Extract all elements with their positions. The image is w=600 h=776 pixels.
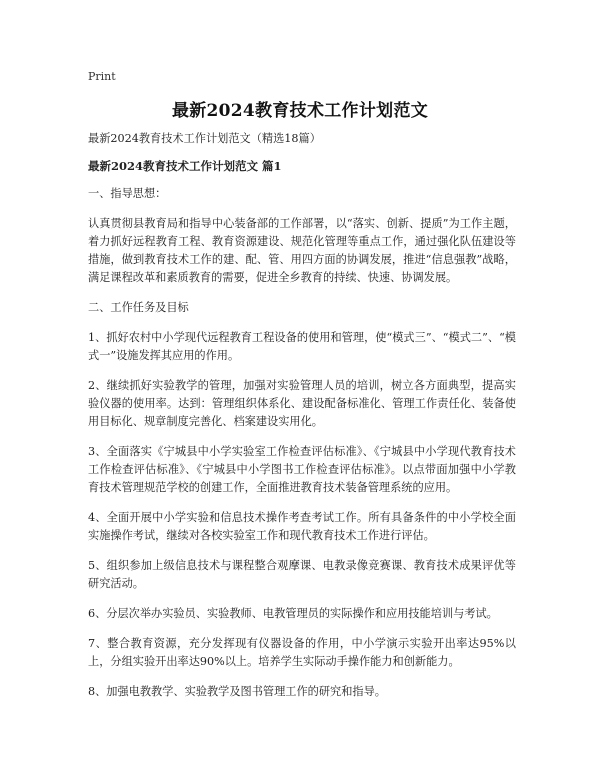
- paragraph-item-2: 2、继续抓好实验教学的管理，加强对实验管理人员的培训，树立各方面典型，提高实验仪器的使用率。达到：管理组织体系化、建设配备标准化、管理工作责任化、装备使用目标化、规章制度完善化、档案建设实用化。: [88, 379, 516, 428]
- document-subtitle: 最新2024教育技术工作计划范文（精选18篇）: [88, 132, 321, 145]
- paragraph-tasks-heading: 二、工作任务及目标: [88, 301, 189, 314]
- paragraph-item-8: 8、加强电教教学、实验教学及图书管理工作的研究和指导。: [88, 685, 386, 698]
- page-title: 最新2024教育技术工作计划范文: [171, 101, 429, 121]
- paragraph-item-1: 1、抓好农村中小学现代远程教育工程设备的使用和管理，使“模式三”、“模式二”、“模式一”设施发挥其应用的作用。: [88, 331, 516, 362]
- section-heading: 最新2024教育技术工作计划范文 篇1: [88, 159, 282, 173]
- print-label[interactable]: Print: [88, 70, 116, 83]
- paragraph-item-6: 6、分层次举办实验员、实验教师、电教管理员的实际操作和应用技能培训与考试。: [88, 607, 498, 620]
- paragraph-item-5: 5、组织参加上级信息技术与课程整合观摩课、电教录像竞赛课、教育技术成果评优等研究活动。: [88, 559, 516, 590]
- paragraph-item-7: 7、整合教育资源，充分发挥现有仪器设备的作用，中小学演示实验开出率达95%以上，分组实验开出率达90%以上。培养学生实际动手操作能力和创新能力。: [88, 637, 516, 668]
- paragraph-item-3: 3、全面落实《宁城县中小学实验室工作检查评估标准》、《宁城县中小学现代教育技术工作检查评估标准》、《宁城县中小学图书工作检查评估标准》。以点带面加强中小学教育技术管理规范学校的创建工作，全面推进教育技术装备管理系统的应用。: [88, 445, 516, 494]
- document-body: [88, 130, 516, 713]
- paragraph-guiding-thought-heading: 一、指导思想：: [88, 187, 167, 200]
- paragraph-guiding-thought-body: 认真贯彻县教育局和指导中心装备部的工作部署，以“落实、创新、提质”为工作主题，着力抓好远程教育工程、教育资源建设、规范化管理等重点工作，通过强化队伍建设等措施，做到教育技术工作的建、配、管、用四方面的协调发展，推进“信息强教”战略，满足课程改革和素质教育的需要，促进全乡教育的持续、快速、协调发展。: [88, 217, 516, 284]
- paragraph-item-4: 4、全面开展中小学实验和信息技术操作考查考试工作。所有具备条件的中小学校全面实施操作考试，继续对各校实验室工作和现代教育技术工作进行评估。: [88, 511, 516, 542]
